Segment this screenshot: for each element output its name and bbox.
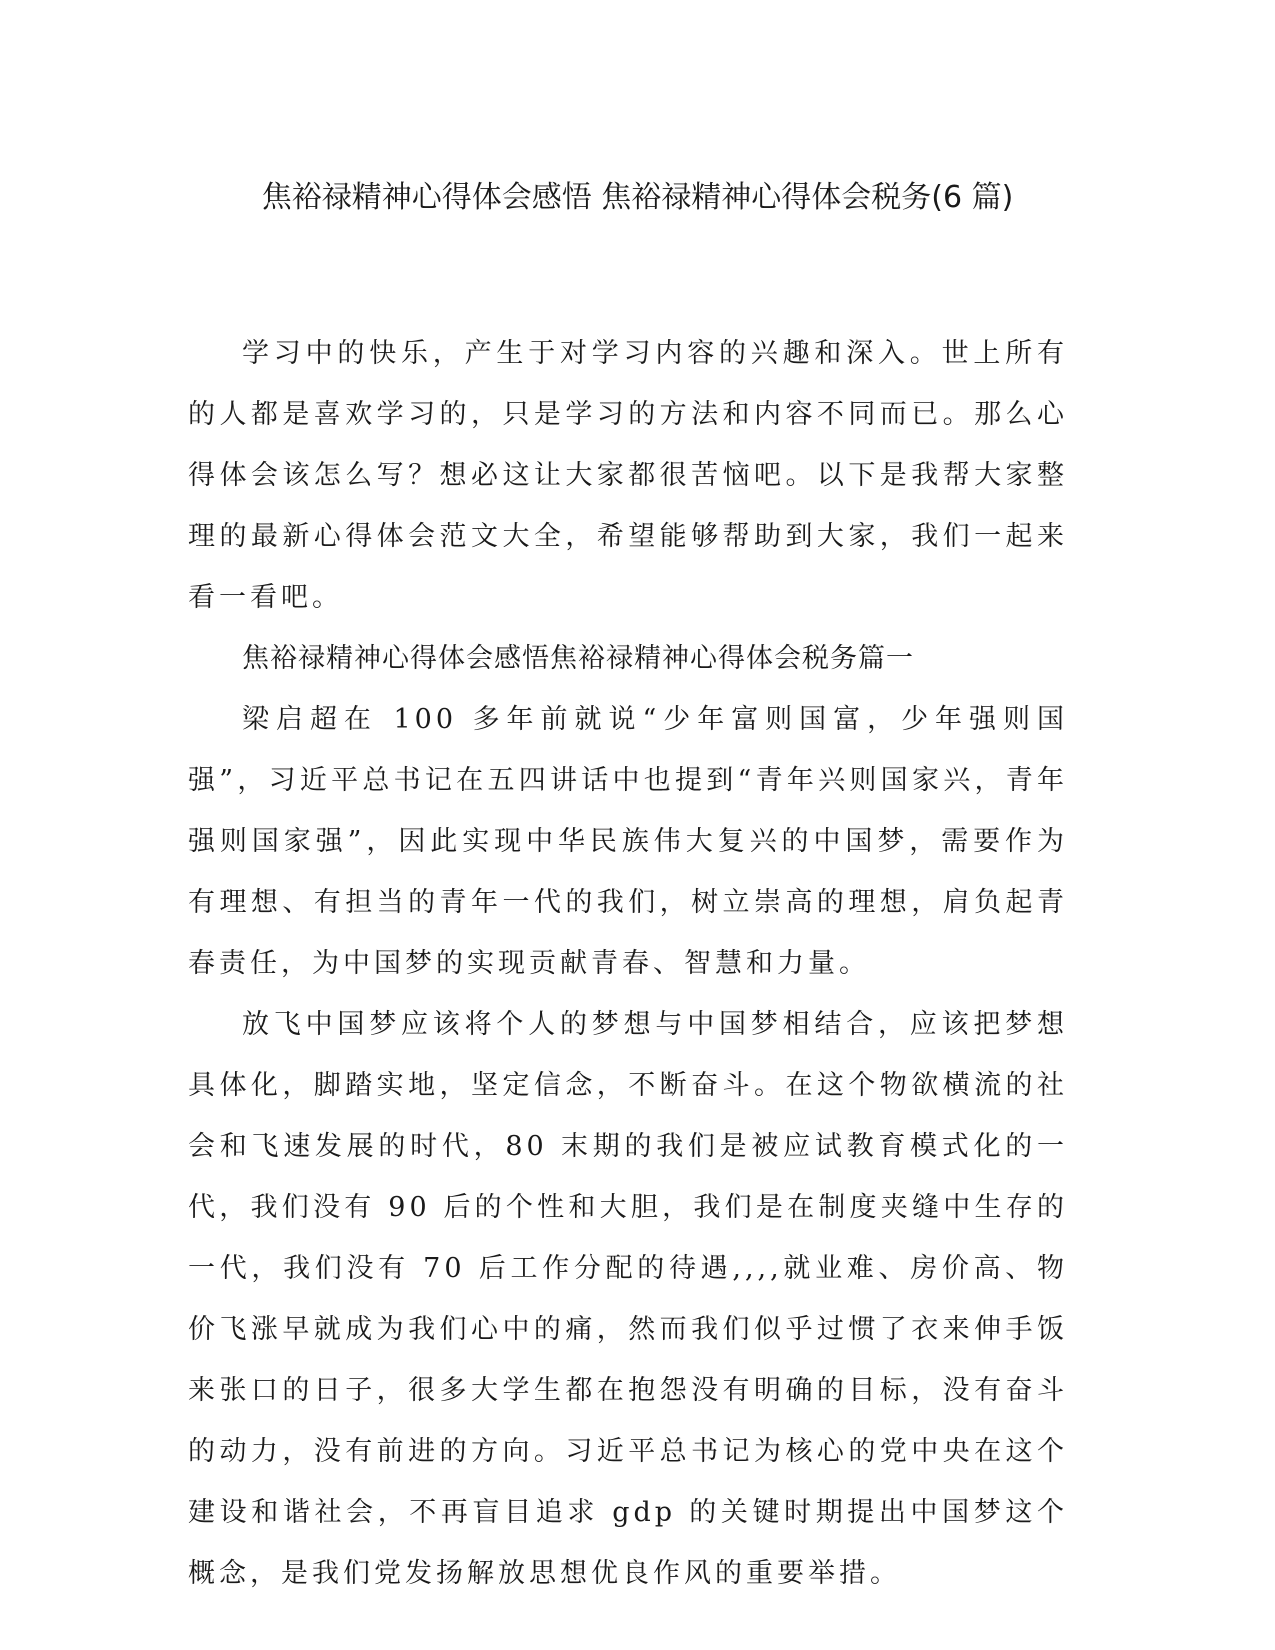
document-title: 焦裕禄精神心得体会感悟 焦裕禄精神心得体会税务(6 篇) (261, 180, 1014, 215)
body-paragraph: 放飞中国梦应该将个人的梦想与中国梦相结合，应该把梦想具体化，脚踏实地，坚定信念，不断奋斗。在这个物欲横流的社会和飞速发展的时代，80 末期的我们是被应试教育模式化的一代，我们没有 90 后的个性和大胆，我们是在制度夹缝中生存的一代，我们没有 70 后工作分配的待遇,,,,就业难、房价高、物价飞涨早就成为我们心中的痛，然而我们似乎过惯了衣来伸手饭来张口的日子，很多大学生都在抱怨没有明确的目标，没有奋斗的动力，没有前进的方向。习近平总书记为核心的党中央在这个建设和谐社会，不再盲目追求 gdp 的关键时期提出中国梦这个概念，是我们党发扬解放思想优良作风的重要举措。 (188, 1009, 1068, 1589)
document-body (188, 323, 1068, 1604)
section-heading: 焦裕禄精神心得体会感悟焦裕禄精神心得体会税务篇一 (242, 643, 914, 674)
body-paragraph: 梁启超在 100 多年前就说“少年富则国富，少年强则国强”，习近平总书记在五四讲话中也提到“青年兴则国家兴，青年强则国家强”，因此实现中华民族伟大复兴的中国梦，需要作为有理想、有担当的青年一代的我们，树立崇高的理想，肩负起青春责任，为中国梦的实现贡献青春、智慧和力量。 (188, 704, 1068, 979)
intro-paragraph: 学习中的快乐，产生于对学习内容的兴趣和深入。世上所有的人都是喜欢学习的，只是学习的方法和内容不同而已。那么心得体会该怎么写？想必这让大家都很苦恼吧。以下是我帮大家整理的最新心得体会范文大全，希望能够帮助到大家，我们一起来看一看吧。 (188, 338, 1068, 613)
